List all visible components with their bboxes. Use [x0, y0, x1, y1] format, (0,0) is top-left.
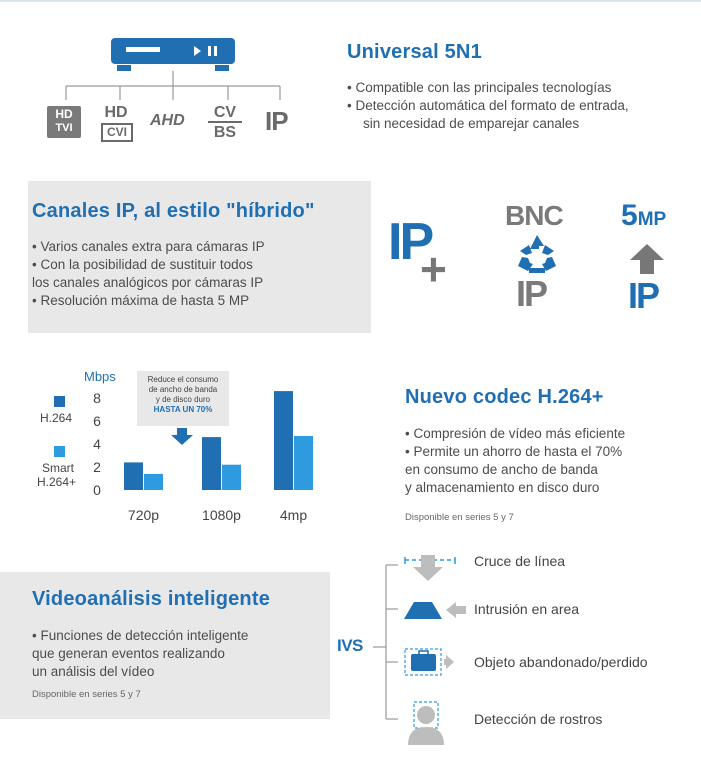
recycle-icon: [516, 233, 558, 273]
abandoned-object-icon: [405, 649, 454, 675]
hybrid-bullet-2-cont: los canales analógicos por cámaras IP: [32, 275, 264, 290]
annotation-highlight: HASTA UN 70%: [153, 405, 213, 414]
hybrid-title: Canales IP, al estilo "híbrido": [32, 200, 315, 222]
annotation-line-3: y de disco duro: [155, 395, 211, 404]
ivs-item-face-detection: Detección de rostros: [474, 711, 603, 727]
cvbs-cv: CV: [208, 104, 242, 123]
ivs-label: IVS: [337, 636, 363, 655]
y-tick-label: 0: [93, 482, 101, 498]
codec-bullet-2: • Permite un ahorro de hasta el 70%: [405, 444, 623, 459]
ivs-tree-and-icons: [368, 555, 468, 745]
hdtvi-icon: [47, 106, 83, 140]
top-divider: [0, 0, 701, 2]
ivs-item-line-crossing: Cruce de línea: [474, 553, 566, 569]
universal-bullet-1: • Compatible con las principales tecnologías: [347, 80, 612, 95]
y-tick-label: 6: [93, 413, 101, 429]
up-arrow-icon: [630, 244, 664, 274]
universal-bullets: [347, 79, 629, 133]
ivs-availability: Disponible en series 5 y 7: [32, 689, 141, 700]
ivs-bullet-1-cont-2: un análisis del vídeo: [32, 664, 155, 679]
bar-4mp-h264: [274, 391, 293, 490]
codec-title: Nuevo codec H.264+: [405, 386, 604, 408]
codec-bullet-1: • Compresión de vídeo más eficiente: [405, 426, 626, 441]
bar-1080p-smart-h264plus: [222, 465, 241, 490]
cvbs-icon: [208, 104, 244, 142]
face-detection-icon: [408, 702, 444, 745]
legend-smart-label-2: H.264+: [37, 475, 77, 489]
bar-1080p-h264: [202, 437, 221, 490]
legend-h264-label: H.264: [40, 411, 73, 425]
ivs-item-abandoned-object: Objeto abandonado/perdido: [474, 654, 648, 670]
hdcvi-icon: [99, 104, 135, 142]
ivs-title: Videoanálisis inteligente: [32, 588, 271, 610]
bar-720p-h264: [124, 462, 143, 490]
5mp-label: [621, 200, 666, 236]
plus-icon: +: [420, 243, 447, 295]
hdcvi-hd: HD: [104, 104, 128, 121]
legend-smart-label-1: Smart: [42, 461, 75, 475]
chart-y-label: Mbps: [84, 369, 116, 384]
hdtvi-hd: HD: [55, 107, 73, 121]
x-category-label: 4mp: [279, 507, 308, 523]
intrusion-icon: [404, 602, 466, 619]
ahd-icon: AHD: [150, 112, 185, 129]
hybrid-bullet-3: • Resolución máxima de hasta 5 MP: [32, 293, 250, 308]
annotation-line-2: de ancho de banda: [148, 385, 218, 394]
down-arrow-icon: [170, 428, 194, 446]
y-tick-label: 2: [93, 459, 101, 475]
5mp-number: 5: [621, 199, 638, 232]
bar-720p-smart-h264plus: [144, 474, 163, 490]
y-tick-label: 4: [93, 436, 101, 452]
mp-ip-label: IP: [628, 275, 659, 316]
universal-bullet-2-cont: sin necesidad de emparejar canales: [363, 116, 580, 131]
hdcvi-cvi: CVI: [101, 123, 133, 142]
universal-bullet-2: • Detección automática del formato de entrada,: [347, 98, 629, 113]
ivs-bullet-1: • Funciones de detección inteligente: [32, 628, 249, 643]
codec-bullets: [405, 425, 625, 497]
annotation-line-1: Reduce el consumo: [147, 375, 219, 384]
universal-title: Universal 5N1: [347, 41, 482, 63]
x-category-label: 720p: [127, 507, 160, 523]
y-tick-label: 8: [93, 390, 101, 406]
ivs-bullets: [32, 627, 248, 681]
legend-smart-swatch: [54, 446, 65, 457]
ivs-item-intrusion: Intrusión en area: [474, 601, 580, 617]
bnc-label: BNC: [505, 200, 563, 231]
bar-4mp-smart-h264plus: [294, 436, 313, 490]
codec-availability: Disponible en series 5 y 7: [405, 512, 514, 523]
codec-bullet-2-cont-1: en consumo de ancho de banda: [405, 462, 598, 477]
5mp-unit: MP: [637, 209, 667, 230]
bnc-ip-label: IP: [516, 273, 547, 314]
line-crossing-icon: [405, 555, 455, 581]
x-category-label: 1080p: [202, 507, 241, 523]
cvbs-bs: BS: [213, 124, 237, 141]
hybrid-bullet-1: • Varios canales extra para cámaras IP: [32, 239, 265, 254]
hybrid-bullet-2: • Con la posibilidad de sustituir todos: [32, 257, 253, 272]
codec-bullet-2-cont-2: y almacenamiento en disco duro: [405, 480, 600, 495]
hdtvi-tvi: TVI: [55, 122, 73, 134]
hybrid-bullets: [32, 238, 265, 310]
ip-plus-icon: IP: [388, 213, 432, 271]
chart-annotation-box: [137, 371, 229, 426]
legend-h264-swatch: [54, 396, 65, 407]
ip-icon: IP: [265, 106, 288, 136]
ivs-bullet-1-cont-1: que generan eventos realizando: [32, 646, 225, 661]
